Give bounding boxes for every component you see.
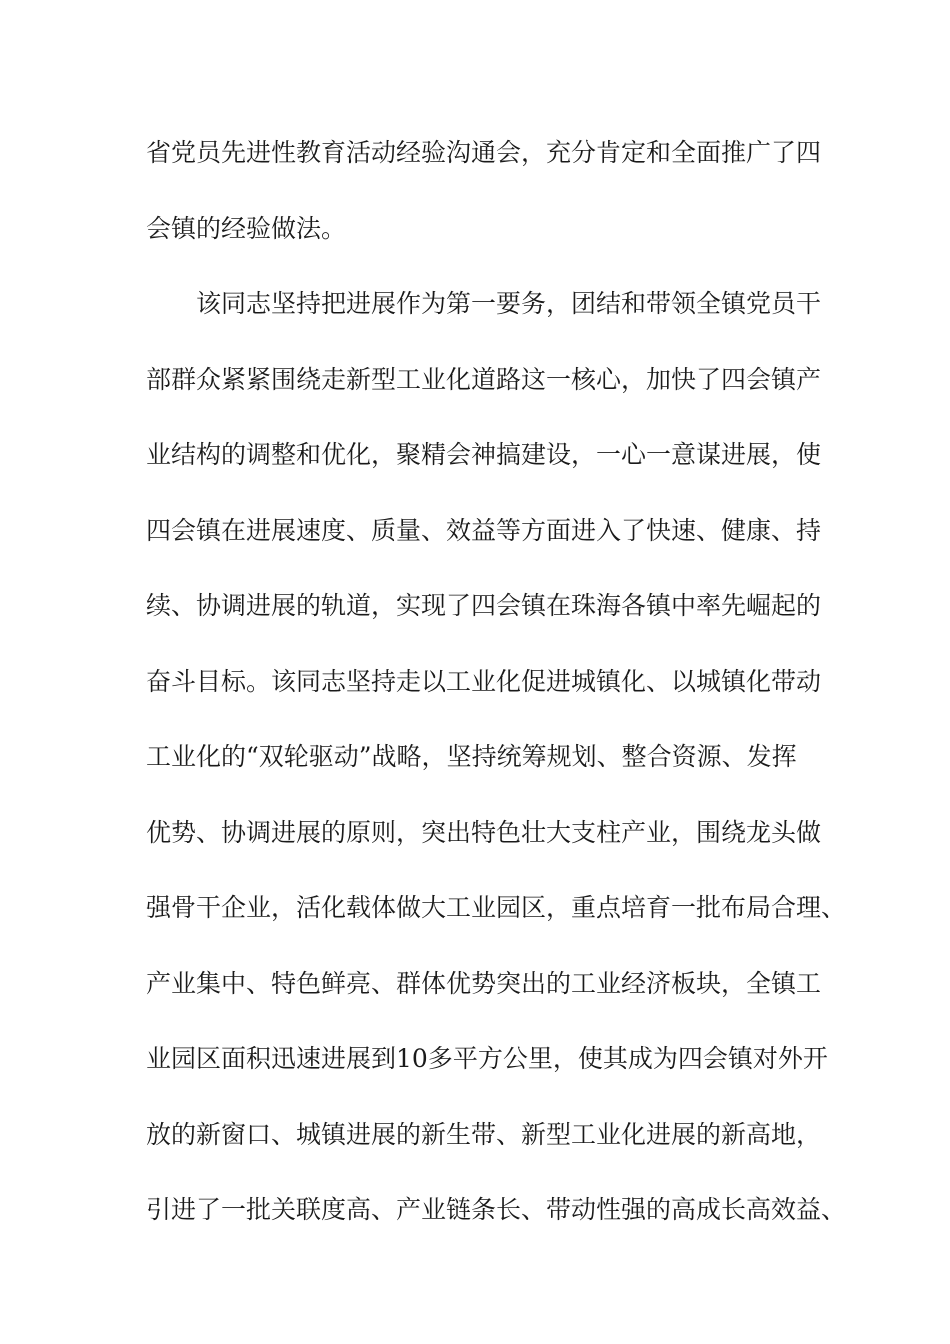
text-line: 强骨干企业，活化载体做大工业园区，重点培育一批布局合理、	[146, 893, 847, 922]
text-line: 优势、协调进展的原则，突出特色壮大支柱产业，围绕龙头做	[146, 817, 822, 847]
text-line: 引进了一批关联度高、产业链条长、带动性强的高成长高效益、	[146, 1195, 847, 1224]
text-line: 会镇的经验做法。	[146, 213, 347, 243]
text-line: 奋斗目标。该同志坚持走以工业化促进城镇化、以城镇化带动	[146, 666, 822, 696]
paragraph-first-line: 该同志坚持把进展作为第一要务，团结和带领全镇党员干	[196, 289, 822, 318]
text-line: 业园区面积迅速进展到10多平方公里，使其成为四会镇对外开	[146, 1044, 828, 1073]
text-line: 业结构的调整和优化，聚精会神搞建设，一心一意谋进展，使	[146, 440, 822, 469]
text-line: 部群众紧紧围绕走新型工业化道路这一核心，加快了四会镇产	[146, 364, 822, 394]
text-line: 四会镇在进展速度、质量、效益等方面进入了快速、健康、持	[146, 515, 822, 545]
body-text	[146, 128, 847, 1261]
text-line: 放的新窗口、城镇进展的新生带、新型工业化进展的新高地，	[146, 1119, 822, 1149]
text-line: 工业化的“双轮驱动”战略，坚持统筹规划、整合资源、发挥	[146, 742, 797, 771]
text-line: 产业集中、特色鲜亮、群体优势突出的工业经济板块，全镇工	[146, 968, 822, 998]
text-line: 续、协调进展的轨道，实现了四会镇在珠海各镇中率先崛起的	[146, 591, 822, 620]
text-line: 省党员先进性教育活动经验沟通会，充分肯定和全面推广了四	[146, 138, 822, 167]
